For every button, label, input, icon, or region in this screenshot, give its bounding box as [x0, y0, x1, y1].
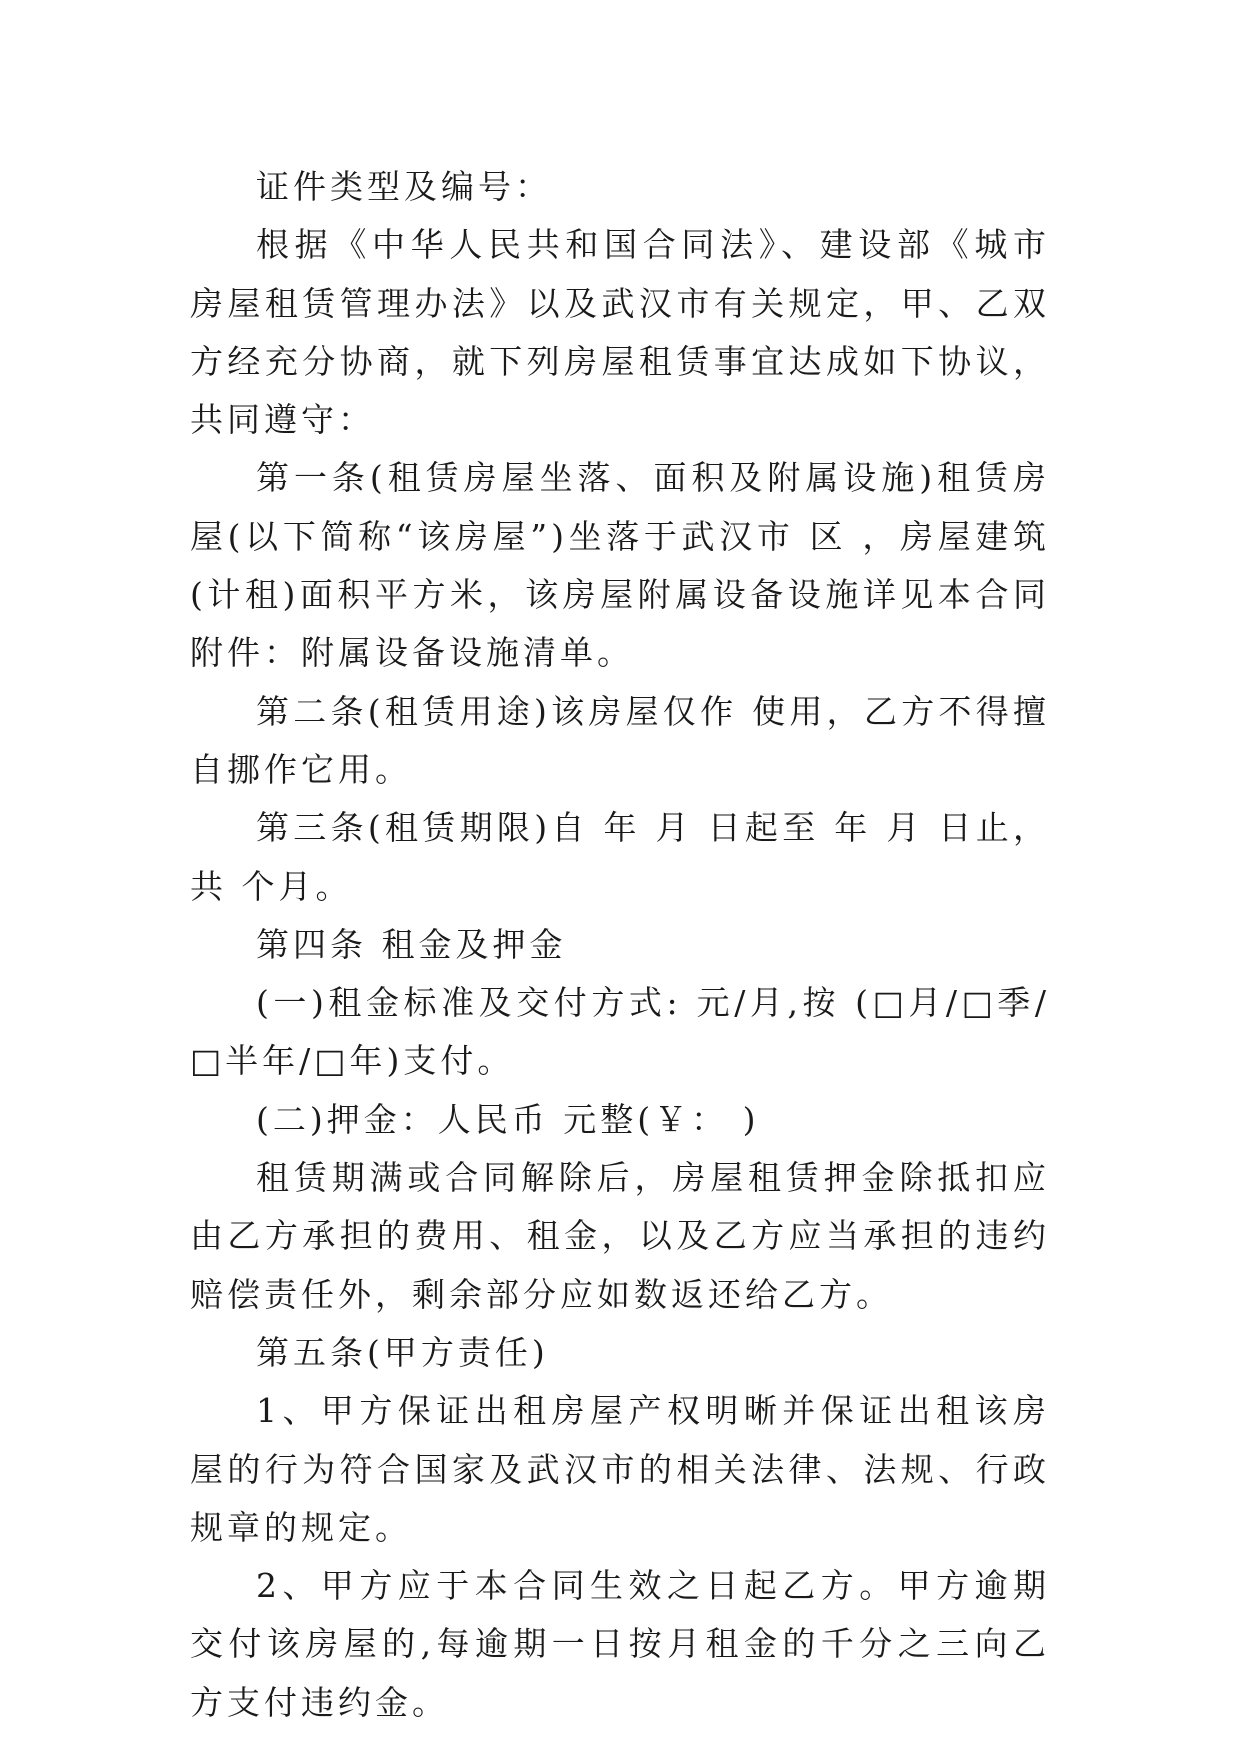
paragraph-deposit-return: 租赁期满或合同解除后，房屋租赁押金除抵扣应由乙方承担的费用、租金，以及乙方应当承担的违约赔偿责任外，剩余部分应如数返还给乙方。 [190, 1158, 1050, 1314]
paragraph-article-1: 第一条(租赁房屋坐落、面积及附属设施)租赁房屋(以下简称“该房屋”)坐落于武汉市 区 ，房屋建筑(计租)面积平方米，该房屋附属设备设施详见本合同附件：附属设备设施清单。 [190, 458, 1050, 673]
paragraph-article-2: 第二条(租赁用途)该房屋仅作 使用，乙方不得擅自挪作它用。 [190, 691, 1050, 789]
paragraph-article-4-heading: 第四条 租金及押金 [256, 924, 567, 964]
document-body [190, 158, 1050, 1732]
paragraph-landlord-duty-2: 2、甲方应于本合同生效之日起乙方。甲方逾期交付该房屋的,每逾期一日按月租金的千分之三向乙方支付违约金。 [190, 1566, 1050, 1722]
paragraph-article-5-heading: 第五条(甲方责任) [256, 1332, 549, 1372]
paragraph-deposit: (二)押金：人民币 元整(￥： ) [256, 1099, 760, 1139]
paragraph-landlord-duty-1: 1、甲方保证出租房屋产权明晰并保证出租该房屋的行为符合国家及武汉市的相关法律、法规、行政规章的规定。 [190, 1391, 1050, 1547]
paragraph-rent-standard: (一)租金标准及交付方式: 元/月,按 (□月/□季/□半年/□年)支付。 [190, 983, 1050, 1081]
paragraph-article-3: 第三条(租赁期限)自 年 月 日起至 年 月 日止，共 个月。 [190, 808, 1050, 906]
paragraph-legal-basis: 根据《中华人民共和国合同法》、建设部《城市房屋租赁管理办法》以及武汉市有关规定，甲、乙双方经充分协商，就下列房屋租赁事宜达成如下协议，共同遵守： [190, 225, 1050, 440]
paragraph-id-type: 证件类型及编号： [256, 167, 552, 206]
